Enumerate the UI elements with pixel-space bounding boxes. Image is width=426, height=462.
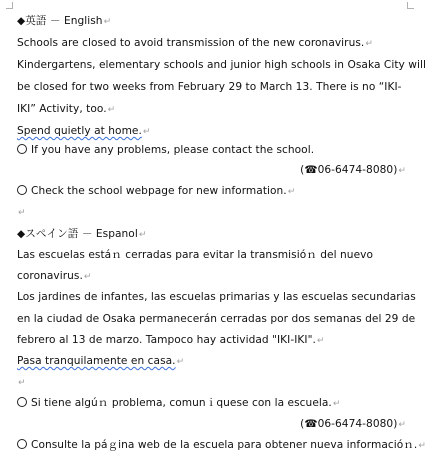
empty-paragraph: ↵ (18, 208, 26, 218)
english-line: Schools are closed to avoid transmission of the new coronavirus.↵ (17, 37, 373, 49)
bullet-circle-icon (17, 144, 27, 154)
empty-paragraph: ↵ (18, 378, 26, 388)
spanish-line: coronavirus.↵ (17, 270, 92, 282)
english-phone: (☎06-6474-8080)↵ (300, 164, 406, 176)
spanish-phone: (☎06-6474-8080)↵ (300, 418, 406, 430)
english-line: If you have any problems, please contact the school. (17, 143, 414, 157)
spanish-heading: ◆スペイン語 － Espanol↵ (17, 228, 147, 240)
spanish-line: Si tiene algúｎ problema, comunｉquese con la escuela.↵ (17, 396, 414, 411)
english-line: be closed for two weeks from February 29 to March 13. There is no “IKI- (17, 81, 402, 93)
spanish-line: febrero al 13 de marzo. Tampoco hay actividad "IKI-IKI".↵ (17, 334, 325, 346)
spanish-line: Las escuelas estáｎ cerradas para evitar la transmisióｎ del nuevo (17, 249, 373, 261)
spanish-line: Consulte la páｇina web de la escuela para obtener nueva informacióｎ.↵ (17, 438, 414, 453)
english-line: Kindergartens, elementary schools and junior high schools in Osaka City will (17, 59, 426, 71)
spanish-line: Los jardines de infantes, las escuelas primarias y las escuelas secundarias (17, 291, 416, 303)
english-line: Spend quietly at home.↵ (17, 125, 151, 137)
bullet-circle-icon (17, 397, 27, 407)
bullet-circle-icon (17, 185, 27, 195)
page-corner-mark (407, 2, 414, 9)
spanish-line: Pasa tranquilamente en casa.↵ (17, 355, 185, 367)
spanish-line: en la ciudad de Osaka permanecerán cerradas por dos semanas del 29 de (17, 313, 416, 325)
page-corner-mark (6, 2, 13, 9)
english-line: Check the school webpage for new information.↵ (17, 184, 414, 199)
english-heading: ◆英語 － English↵ (17, 15, 112, 27)
english-line: IKI” Activity, too.↵ (17, 103, 116, 115)
bullet-circle-icon (17, 439, 27, 449)
